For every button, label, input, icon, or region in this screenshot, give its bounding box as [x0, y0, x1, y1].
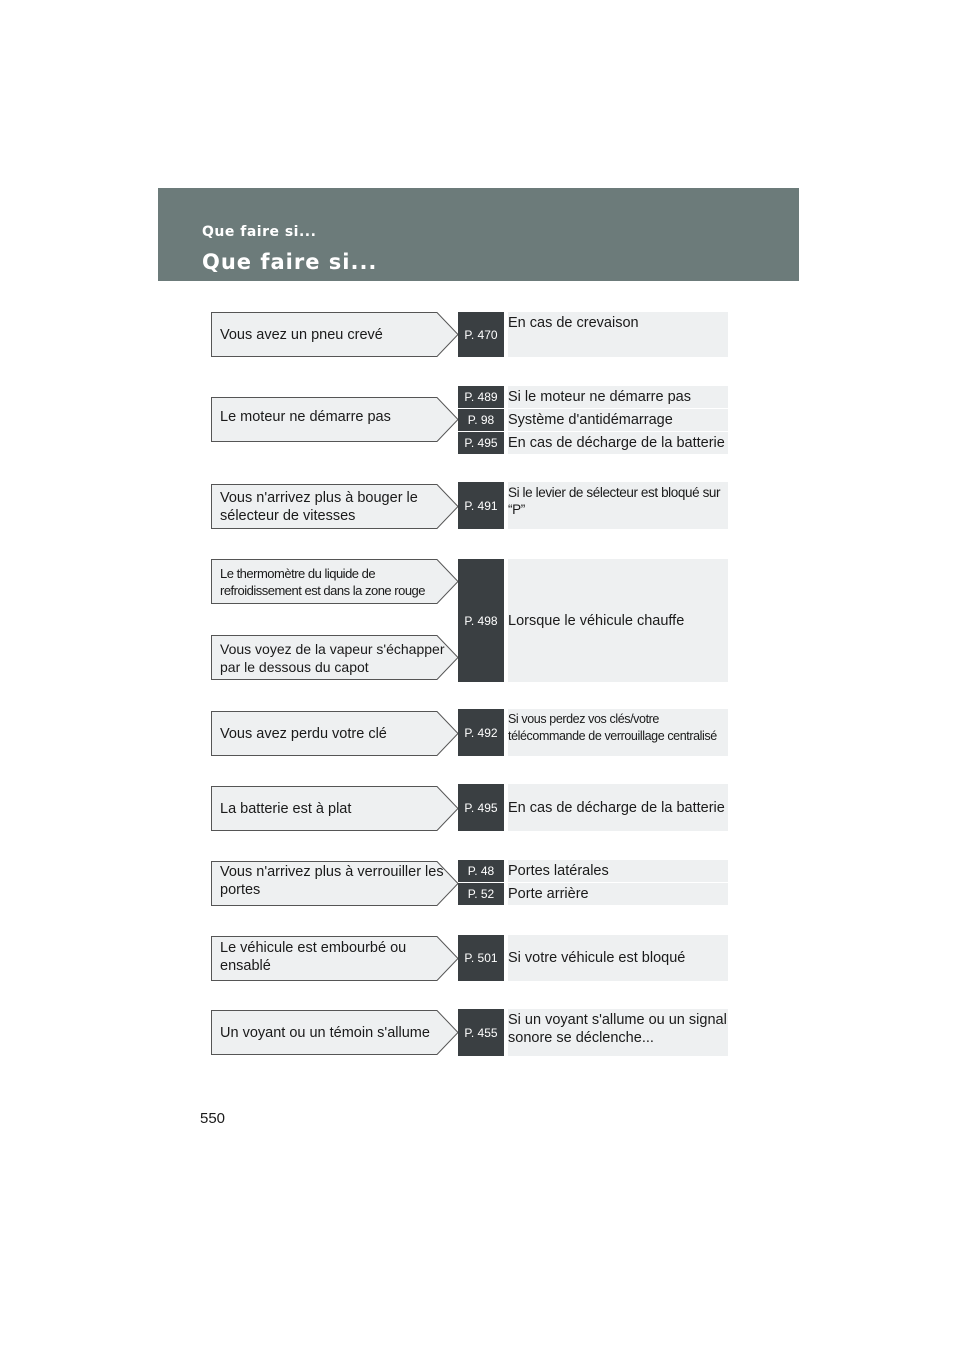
- question-label: La batterie est à plat: [220, 800, 352, 817]
- question-label: Le véhicule est embourbé ou ensablé: [220, 940, 407, 974]
- reference-label: En cas de décharge de la batterie: [508, 784, 728, 831]
- header-section-label: Que faire si...: [202, 224, 317, 240]
- reference-label: Portes latérales: [508, 860, 728, 882]
- question-label: Vous avez un pneu crevé: [220, 326, 383, 343]
- reference-label: Lorsque le véhicule chauffe: [508, 559, 728, 682]
- question-label: Vous n'arrivez plus à bouger le sélecteur de vitesses: [220, 489, 418, 524]
- reference-row[interactable]: [458, 312, 732, 357]
- page-ref-badge: P. 498: [458, 559, 504, 682]
- reference-row[interactable]: [458, 386, 732, 408]
- reference-label: Si le moteur ne démarre pas: [508, 386, 728, 408]
- page-ref-badge: P. 52: [458, 883, 504, 905]
- reference-row[interactable]: [458, 409, 732, 431]
- reference-row[interactable]: [458, 709, 732, 756]
- reference-row[interactable]: [458, 432, 732, 454]
- page-ref-badge: P. 492: [458, 709, 504, 756]
- question-label: Vous avez perdu votre clé: [220, 725, 387, 742]
- reference-row[interactable]: [458, 784, 732, 831]
- reference-label: Système d'antidémarrage: [508, 409, 728, 431]
- reference-label: Si vous perdez vos clés/votre télécommande de verrouillage centralisé: [508, 709, 728, 756]
- page-ref-badge: P. 455: [458, 1009, 504, 1056]
- page-ref-badge: P. 98: [458, 409, 504, 431]
- page-ref-badge: P. 491: [458, 482, 504, 529]
- reference-label: Porte arrière: [508, 883, 728, 905]
- reference-row[interactable]: [458, 860, 732, 882]
- reference-row[interactable]: [458, 482, 732, 529]
- page-ref-badge: P. 489: [458, 386, 504, 408]
- question-label: Vous voyez de la vapeur s'échapper par le dessous du capot: [220, 640, 445, 675]
- page-number: 550: [200, 1110, 226, 1127]
- page-header: [158, 188, 799, 281]
- reference-label: Si votre véhicule est bloqué: [508, 935, 728, 981]
- question-label: Le thermomètre du liquide de refroidissement est dans la zone rouge: [220, 565, 426, 598]
- page-ref-badge: P. 495: [458, 432, 504, 454]
- header-title: Que faire si...: [202, 250, 378, 274]
- reference-label: Si le levier de sélecteur est bloqué sur “P”: [508, 482, 728, 529]
- question-label: Vous n'arrivez plus à verrouiller les portes: [220, 864, 444, 898]
- page-ref-badge: P. 495: [458, 784, 504, 831]
- page-ref-badge: P. 501: [458, 935, 504, 981]
- reference-label: En cas de décharge de la batterie: [508, 432, 728, 454]
- reference-label: En cas de crevaison: [508, 312, 728, 357]
- reference-row[interactable]: [458, 559, 732, 682]
- question-label: Le moteur ne démarre pas: [220, 409, 391, 425]
- reference-row[interactable]: [458, 935, 732, 981]
- question-label: Un voyant ou un témoin s'allume: [220, 1024, 430, 1041]
- reference-row[interactable]: [458, 883, 732, 905]
- reference-row[interactable]: [458, 1009, 732, 1056]
- reference-label: Si un voyant s'allume ou un signal sonore se déclenche...: [508, 1009, 728, 1056]
- page-ref-badge: P. 470: [458, 312, 504, 357]
- page-ref-badge: P. 48: [458, 860, 504, 882]
